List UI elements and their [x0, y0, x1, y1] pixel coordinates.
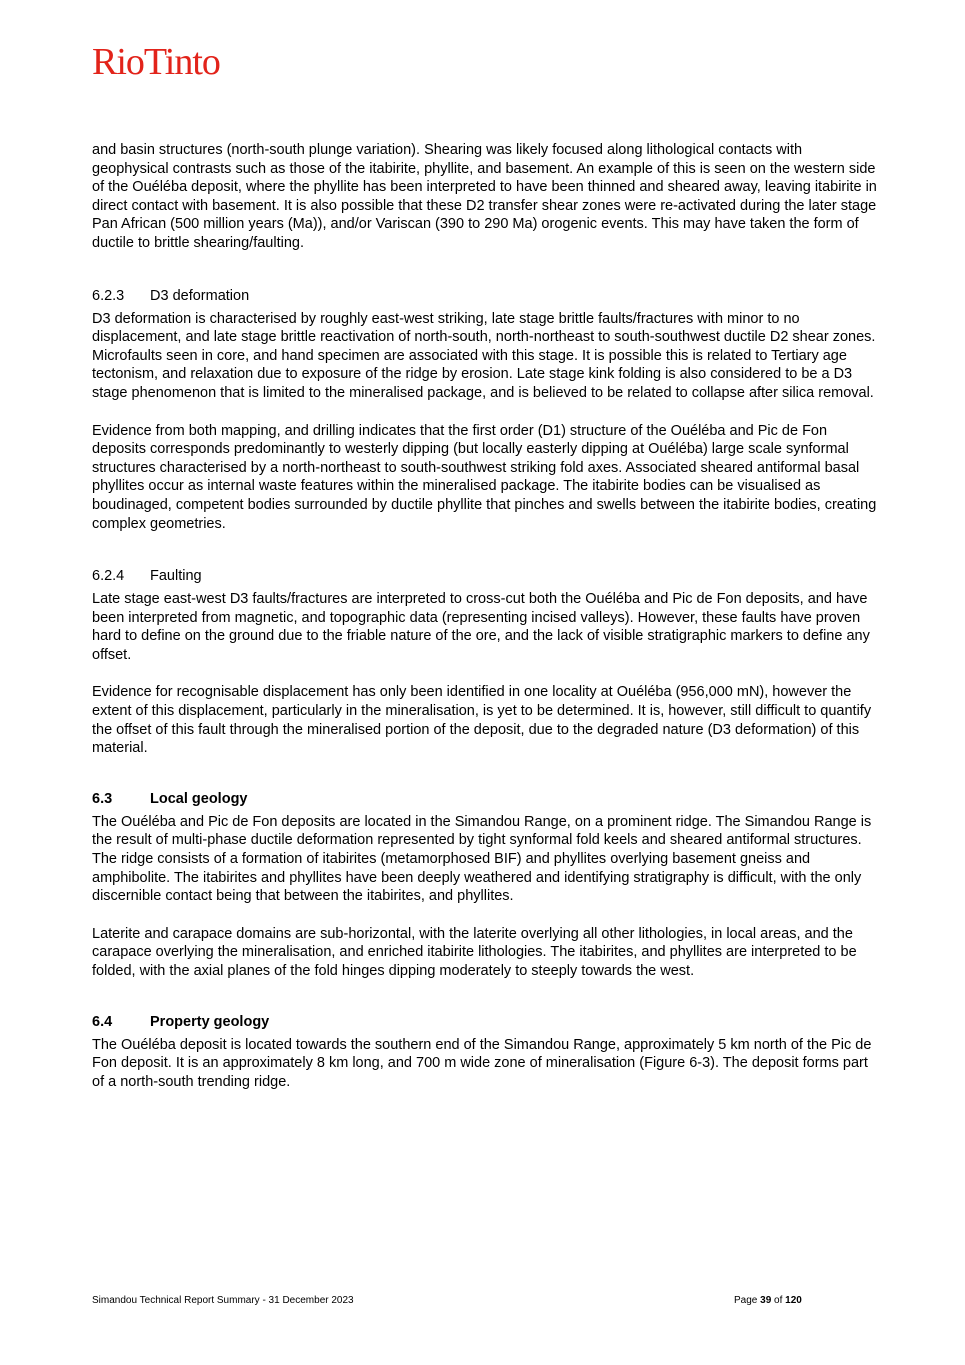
intro-paragraph: and basin structures (north-south plunge variation). Shearing was likely focused along lithological contacts with geophysical contrasts such as those of the itabirite, phyllite, and basement. An example of this is seen on the western side of the Ouéléba deposit, where the phyllite has been interpreted to have been thinned and sheared away, leaving itabirite in direct contact with basement. It is also possible that these D2 transfer shear zones were re-activated during the later stage Pan African (500 million years (Ma)), and/or Variscan (390 to 290 Ma) orogenic events. This may have taken the form of ductile to brittle shearing/faulting. [92, 142, 877, 251]
section-title: Faulting [150, 568, 202, 585]
paragraph: Late stage east-west D3 faults/fractures are interpreted to cross-cut both the Ouéléba and Pic de Fon deposits, and have been interpreted from magnetic, and topographic data (representing incised valleys). However, these faults have proven hard to define on the ground due to the friable nature of the ore, and the lack of visible stratigraphic markers to define any offset. [92, 591, 870, 663]
paragraph: The Ouéléba and Pic de Fon deposits are located in the Simandou Range, on a prominent ridge. The Simandou Range is the result of multi-phase ductile deformation represented by tight synformal fold keels and sheared antiformal structures. The ridge consists of a formation of itabirites (metamorphosed BIF) and phyllites overlying basement gneiss and amphibolite. The itabirites and phyllites have been deeply weathered and identifying stratigraphy is difficult, with the only discernible contact being that between the itabirites, and phyllites. [92, 813, 872, 905]
section-number: 6.2.4 [92, 568, 125, 585]
paragraph: Evidence for recognisable displacement has only been identified in one locality at Ouéléba (956,000 mN), however the extent of this displacement, particularly in the mineralisation, is yet to be determined. It is, however, still difficult to quantify the offset of this fault through the mineralised portion of the deposit, due to the degraded nature (D3 deformation) of this material. [92, 684, 872, 757]
section-heading-6-4 [92, 1013, 877, 1031]
paragraph: Laterite and carapace domains are sub-horizontal, with the laterite overlying all other lithologies, in local areas, and the carapace overlying the mineralisation, and enriched itabirite lithologies. The itabirites, and phyllites are interpreted to be folded, with the axial planes of the fold hinges dipping moderately to steeply towards the west. [92, 925, 857, 979]
rio-tinto-logo: RioTinto [92, 41, 220, 83]
footer-document-title: Simandou Technical Report Summary - 31 December 2023 [92, 1295, 354, 1306]
section-heading-6-3 [92, 790, 877, 808]
paragraph: Evidence from both mapping, and drilling indicates that the first order (D1) structure of the Ouéléba and Pic de Fon deposits corresponds predominantly to westerly dipping (but locally easterly dipping at Ouéléba) large scale synformal structures characterised by a north-northeast to south-southwest striking fold axes. Associated sheared antiformal basal phyllites occur as internal waste features within the mineralised package. The itabirite bodies can be visualised as boudinaged, competent bodies surrounded by ductile phyllite that pinches and swells between the itabirite bodies, creating complex geometries. [92, 422, 877, 532]
section-title: Property geology [150, 1013, 270, 1030]
section-heading-6-2-4 [92, 567, 877, 585]
section-heading-6-2-3 [92, 287, 877, 305]
total-pages: 120 [785, 1295, 802, 1306]
section-title: D3 deformation [150, 287, 250, 304]
current-page: 39 [760, 1295, 772, 1306]
section-number: 6.3 [92, 790, 113, 807]
page-label: Page [734, 1295, 758, 1306]
footer-page-number [734, 1294, 802, 1307]
paragraph: The Ouéléba deposit is located towards the southern end of the Simandou Range, approximately 5 km north of the Pic de Fon deposit. It is an approximately 8 km long, and 700 m wide zone of mineralisation (Figure 6-3). The deposit forms part of a north-south trending ridge. [92, 1036, 872, 1090]
section-number: 6.2.3 [92, 287, 125, 304]
of-label: of [774, 1295, 783, 1306]
paragraph: D3 deformation is characterised by roughly east-west striking, late stage brittle faults/fractures with minor to no displacement, and late stage brittle reactivation of north-south, north-northeast to south-southwest ductile D2 shear zones. Microfaults seen in core, and hand specimen are associated with this stage. It is possible this is related to Tertiary age tectonism, and relaxation due to exposure of the ridge by erosion. Late stage kink folding is also considered to be a D3 stage phenomenon that is limited to the mineralised package, and is believed to be related to collapse after silica removal. [92, 310, 876, 401]
section-number: 6.4 [92, 1013, 113, 1030]
section-title: Local geology [150, 790, 248, 807]
document-body [92, 141, 877, 1091]
